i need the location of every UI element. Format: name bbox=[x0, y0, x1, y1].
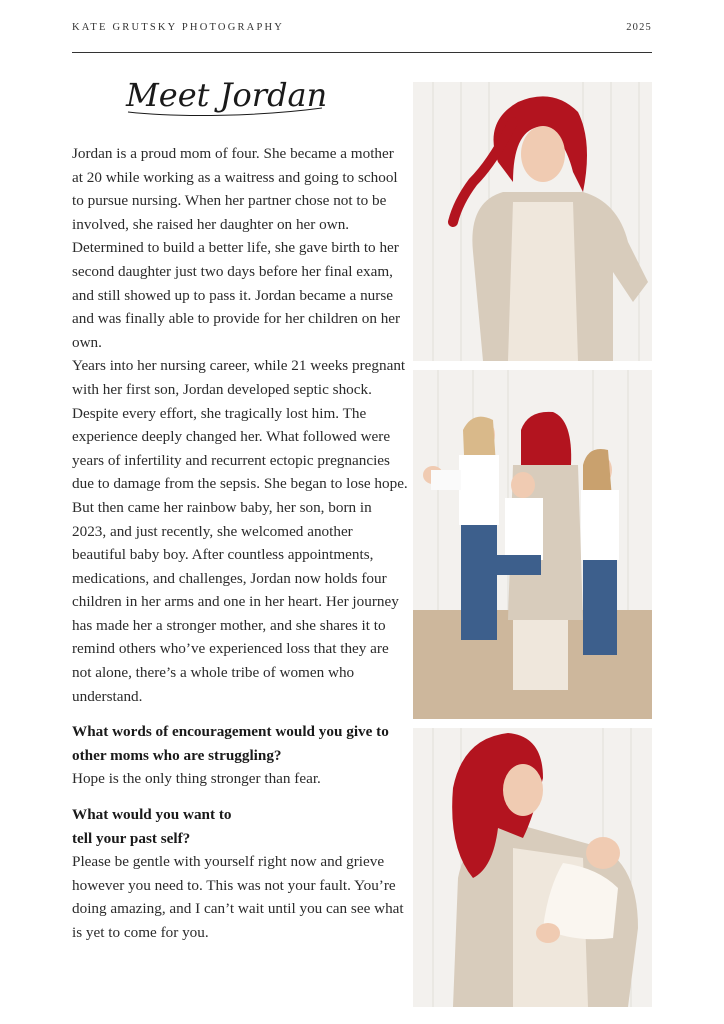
answer-encouragement: Hope is the only thing stronger than fear. bbox=[72, 770, 321, 788]
question-past-self bbox=[72, 803, 408, 850]
issue-year: 2025 bbox=[626, 22, 652, 33]
newborn-photo bbox=[413, 728, 652, 1007]
question-encouragement: What words of encouragement would you give to other moms who are struggling? bbox=[72, 723, 389, 764]
story-paragraph-2: Years into her nursing career, while 21 weeks pregnant with her first son, Jordan developed septic shock. Despite every effort, she tragically lost him. The experience deeply changed her. What followed were years of infertility and recurrent ectopic pregnancies due to damage from the sepsis. She began to lose hope. bbox=[72, 357, 408, 493]
story-column bbox=[72, 142, 408, 945]
question-past-self-line-2: tell your past self? bbox=[72, 829, 191, 847]
family-photo bbox=[413, 370, 652, 719]
question-past-self-line-1: What would you want to bbox=[72, 806, 232, 824]
story-paragraph-3: But then came her rainbow baby, her son, born in 2023, and just recently, she welcomed another beautiful baby boy. After countless appointments, medications, and challenges, Jordan now holds four children in her arms and one in her heart. Her journey has made her a stronger mother, and she shares it to remind others who’ve experienced loss that they are not alone, there’s a whole tribe of women who understand. bbox=[72, 498, 399, 705]
portrait-photo bbox=[413, 82, 652, 361]
answer-past-self: Please be gentle with yourself right now and grieve however you need to. This was not your fault. You’re doing amazing, and I can’t wait until you can see what is yet to come for you. bbox=[72, 853, 404, 941]
page-header bbox=[72, 20, 652, 53]
story-paragraph-1: Jordan is a proud mom of four. She became a mother at 20 while working as a waitress and going to school to pursue nursing. When her partner chose not to be involved, she raised her daughter on her own. Determined to build a better life, she gave birth to her second daughter just two days before her final exam, and still showed up to pass it. Jordan became a nurse and was finally able to provide for her children on her own. bbox=[72, 145, 401, 351]
page-title-text: Meet Jordan bbox=[126, 76, 328, 114]
page-title bbox=[122, 62, 332, 138]
brand-name: KATE GRUTSKY PHOTOGRAPHY bbox=[72, 22, 285, 33]
